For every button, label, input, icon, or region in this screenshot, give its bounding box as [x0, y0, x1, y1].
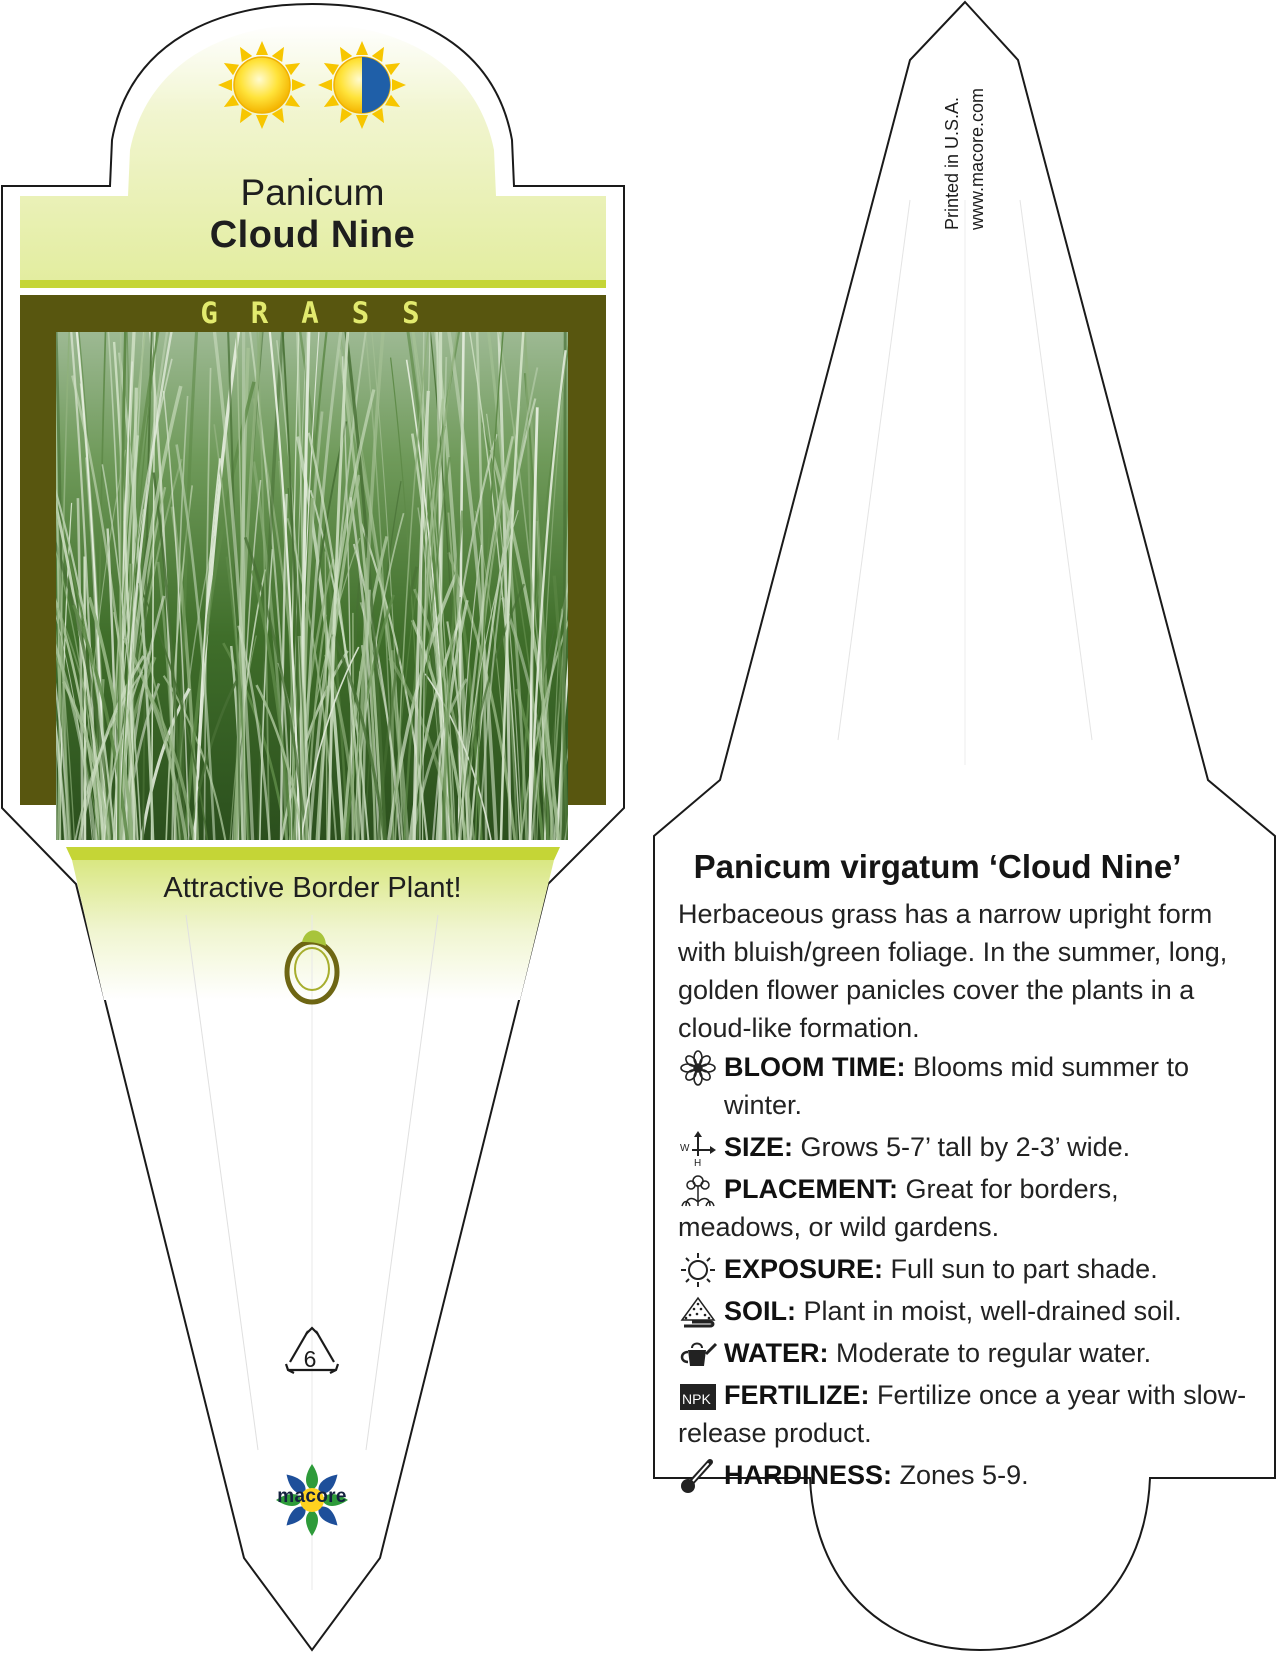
care-bloom [678, 1048, 1248, 1124]
care-soil [678, 1292, 1248, 1330]
brand-name: macore [277, 1486, 347, 1507]
care-text: Plant in moist, well-drained soil. [796, 1296, 1182, 1326]
care-exposure [678, 1250, 1248, 1288]
care-label: FERTILIZE: [724, 1380, 870, 1410]
soil-icon [678, 1294, 718, 1330]
care-text: Full sun to part shade. [883, 1254, 1158, 1284]
care-text: Great for borders, meadows, or wild gardens. [678, 1174, 1119, 1242]
care-text: Grows 5-7’ tall by 2-3’ wide. [793, 1132, 1131, 1162]
plant-description: Herbaceous grass has a narrow upright form with bluish/green foliage. In the summer, long, golden flower panicles cover the plants in a cloud-like formation. [678, 899, 1228, 1043]
care-water [678, 1334, 1248, 1372]
npk-label: NPK [682, 1391, 711, 1407]
recycle-code: 6 [303, 1346, 317, 1372]
front-cultivar: Cloud Nine [209, 214, 416, 256]
care-text: Zones 5-9. [892, 1460, 1029, 1490]
size-icon [678, 1130, 718, 1166]
website: www.macore.com [967, 87, 987, 230]
care-placement [678, 1170, 1248, 1246]
sun-icon [678, 1252, 718, 1288]
print-info [940, 55, 1000, 230]
placement-icon [678, 1172, 718, 1208]
care-label: SOIL: [724, 1296, 796, 1326]
front-genus: Panicum [240, 172, 385, 213]
size-h-letter: H [694, 1158, 702, 1166]
care-label: EXPOSURE: [724, 1254, 884, 1284]
care-label: PLACEMENT: [724, 1174, 898, 1204]
care-label: HARDINESS: [724, 1460, 893, 1490]
care-hardiness [678, 1456, 1248, 1494]
category-label: GRASS [200, 296, 453, 330]
care-text: Fertilize once a year with slow-release product. [678, 1380, 1247, 1448]
thermometer-icon [678, 1458, 718, 1494]
care-text: Blooms mid summer to winter. [724, 1052, 1190, 1120]
printed-in: Printed in U.S.A. [942, 96, 962, 230]
care-text: Moderate to regular water. [828, 1338, 1152, 1368]
care-list [678, 1048, 1248, 1498]
tagline: Attractive Border Plant! [163, 872, 462, 904]
care-fertilize [678, 1376, 1248, 1452]
size-w-letter: W [680, 1143, 690, 1154]
watering-can-icon [678, 1336, 718, 1372]
care-label: BLOOM TIME: [724, 1052, 906, 1082]
flower-icon [678, 1050, 718, 1086]
care-size [678, 1128, 1248, 1166]
care-label: SIZE: [724, 1132, 794, 1162]
care-label: WATER: [724, 1338, 829, 1368]
npk-icon [678, 1378, 718, 1414]
back-title: Panicum virgatum ‘Cloud Nine’ [693, 848, 1182, 885]
